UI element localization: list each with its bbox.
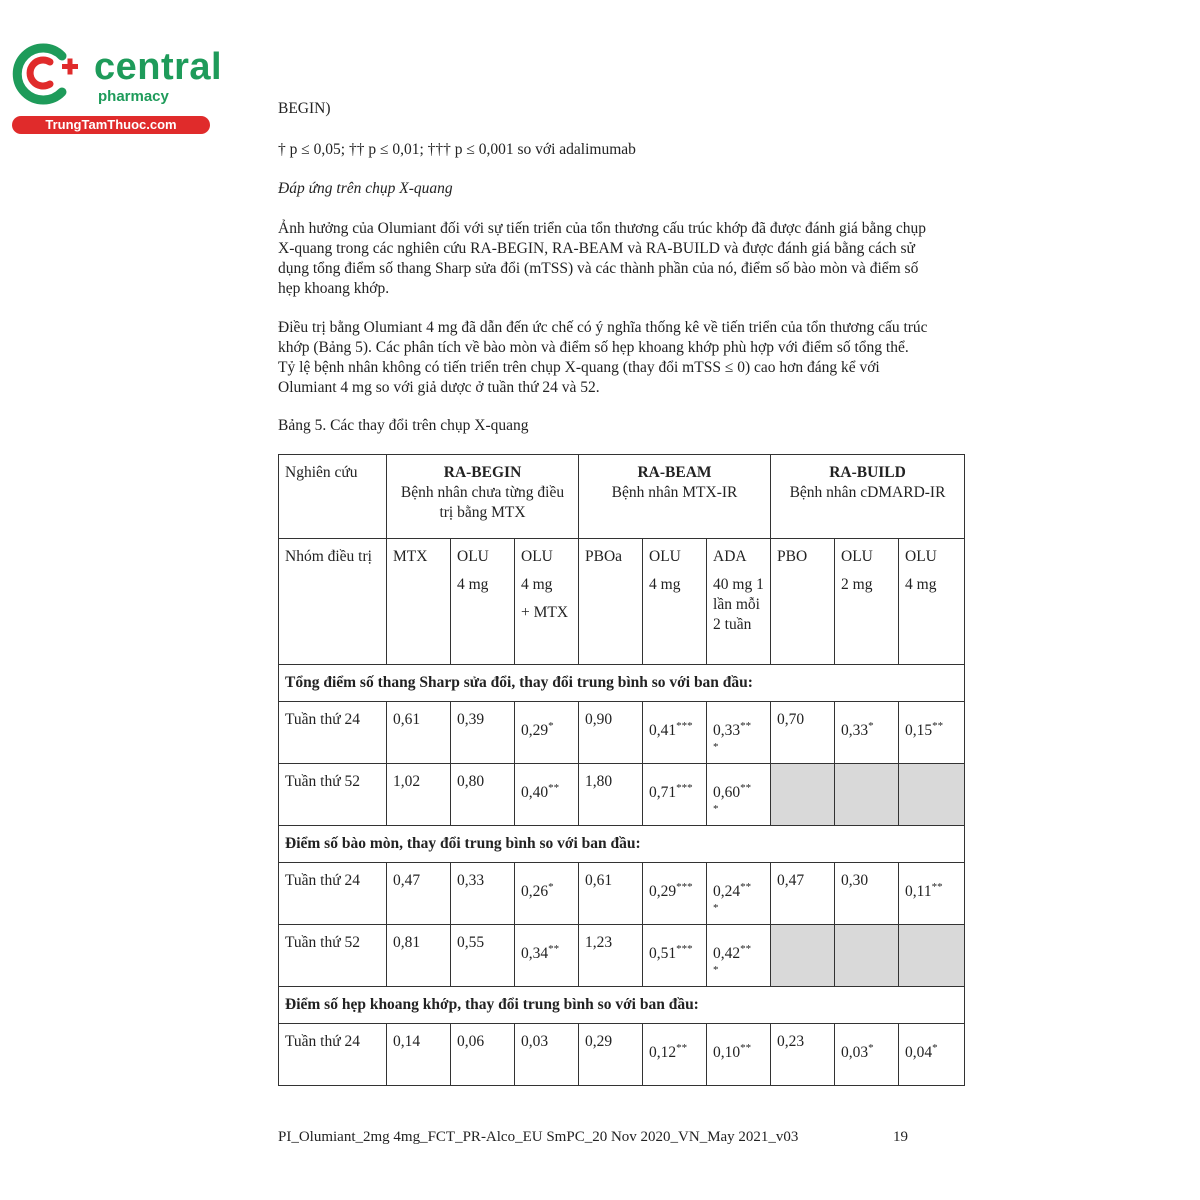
value-cell (835, 702, 899, 764)
shaded-empty-cell (835, 925, 899, 987)
significance-marker: *** (676, 881, 693, 893)
arm-line: 40 mg 1 lần mỗi 2 tuần (713, 576, 764, 633)
shaded-empty-cell (899, 764, 965, 826)
arm-line: 2 mg (841, 576, 873, 593)
significance-marker: ** (548, 943, 560, 955)
study-ra-beam (579, 455, 771, 539)
value-cell (643, 764, 707, 826)
shaded-empty-cell (771, 764, 835, 826)
cell-value: 0,90 (585, 711, 613, 728)
cell-value: 0,03 (841, 1044, 869, 1062)
value-cell (643, 863, 707, 925)
significance-marker-wrap: * (713, 902, 719, 915)
significance-marker: ** (740, 881, 752, 893)
value-cell (579, 764, 643, 826)
cell-value: 0,42 (713, 945, 741, 963)
cell-value: 0,14 (393, 1033, 421, 1050)
value-cell (451, 764, 515, 826)
footer-doc-id: PI_Olumiant_2mg 4mg_FCT_PR-Alco_EU SmPC_20 Nov 2020_VN_May 2021_v03 (278, 1129, 799, 1145)
arm-line: + MTX (521, 604, 569, 621)
significance-marker: * (868, 720, 874, 732)
treatment-arm-cell (899, 539, 965, 665)
arm-line: OLU (649, 548, 681, 565)
cell-value: 0,12 (649, 1044, 677, 1062)
value-cell (387, 1024, 451, 1086)
cell-value: 1,02 (393, 773, 421, 790)
value-cell (387, 702, 451, 764)
study-ra-build (771, 455, 965, 539)
value-cell (579, 702, 643, 764)
value-cell (451, 702, 515, 764)
pharmacy-logo-icon (10, 40, 82, 106)
row-label: Tuần thứ 24 (279, 1024, 387, 1086)
arm-line: OLU (905, 548, 937, 565)
section-heading: Đáp ứng trên chụp X-quang (278, 180, 453, 197)
cell-value: 0,30 (841, 872, 869, 889)
value-cell (515, 1024, 579, 1086)
paragraph-1: Ảnh hưởng của Olumiant đối với sự tiến triển của tổn thương cấu trúc khớp đã được đánh giá bằng chụp X-quang trong các nghiên cứu RA-BEGIN, RA-BEAM và RA-BUILD và được đánh giá bằng cách sử dụng tổng điểm số thang Sharp sửa đổi (mTSS) và các thành phần của nó, điểm số bào mòn và điểm số hẹp khoang khớp. (278, 220, 926, 297)
cell-value: 0,55 (457, 934, 485, 951)
value-cell (707, 925, 771, 987)
study-name: RA-BEAM (637, 464, 712, 481)
study-population: Bệnh nhân cDMARD-IR (789, 484, 946, 501)
value-cell (387, 863, 451, 925)
significance-marker: *** (676, 943, 693, 955)
cell-value: 0,60 (713, 784, 741, 802)
value-cell (643, 925, 707, 987)
value-cell (451, 863, 515, 925)
arm-line: OLU (521, 548, 553, 565)
significance-marker: *** (676, 720, 693, 732)
significance-marker: ** (740, 1042, 752, 1054)
cell-value: 1,23 (585, 934, 613, 951)
study-population: Bệnh nhân chưa từng điều trị bằng MTX (400, 484, 565, 521)
page-number: 19 (893, 1129, 908, 1145)
cell-value: 0,41 (649, 722, 677, 740)
treatment-arm-cell (707, 539, 771, 665)
arm-line: ADA (713, 548, 747, 565)
significance-marker: ** (932, 720, 944, 732)
study-name: RA-BUILD (829, 464, 906, 481)
section-title: Tổng điểm số thang Sharp sửa đổi, thay đổi trung bình so với ban đầu: (279, 665, 965, 702)
cell-value: 0,33 (713, 722, 741, 740)
arm-line: 4 mg (905, 576, 937, 593)
cell-value: 0,29 (649, 883, 677, 901)
value-cell (899, 863, 965, 925)
arm-line: OLU (457, 548, 489, 565)
cell-value: 0,29 (521, 722, 549, 740)
study-population: Bệnh nhân MTX-IR (611, 484, 738, 501)
cell-value: 0,81 (393, 934, 421, 951)
value-cell (387, 764, 451, 826)
value-cell (515, 764, 579, 826)
row-label: Tuần thứ 24 (279, 863, 387, 925)
cell-value: 0,23 (777, 1033, 805, 1050)
section-title: Điểm số bào mòn, thay đổi trung bình so với ban đầu: (279, 826, 965, 863)
treatment-arm-cell (387, 539, 451, 665)
study-name: RA-BEGIN (443, 464, 522, 481)
significance-marker: * (868, 1042, 874, 1054)
shaded-empty-cell (835, 764, 899, 826)
cell-value: 0,51 (649, 945, 677, 963)
cell-value: 0,61 (393, 711, 421, 728)
significance-marker: *** (676, 782, 693, 794)
treatment-arm-cell (835, 539, 899, 665)
value-cell (707, 1024, 771, 1086)
shaded-empty-cell (771, 925, 835, 987)
section-header-row (279, 987, 965, 1024)
significance-marker-wrap: * (713, 803, 719, 816)
value-cell (451, 925, 515, 987)
value-cell (771, 702, 835, 764)
cell-value: 0,33 (841, 722, 869, 740)
significance-marker-wrap: * (713, 964, 719, 977)
cell-value: 0,24 (713, 883, 741, 901)
value-cell (835, 1024, 899, 1086)
table-row (279, 1024, 965, 1086)
brand-url[interactable]: TrungTamThuoc.com (12, 116, 210, 134)
cell-value: 1,80 (585, 773, 613, 790)
shaded-empty-cell (899, 925, 965, 987)
cell-value: 0,03 (521, 1033, 549, 1050)
cell-value: 0,47 (393, 872, 421, 889)
cell-value: 0,06 (457, 1033, 485, 1050)
treatment-arm-cell (515, 539, 579, 665)
arm-line: PBO (777, 548, 808, 565)
cell-value: 0,04 (905, 1044, 933, 1062)
study-label: Nghiên cứu (279, 455, 387, 539)
significance-marker: ** (740, 720, 752, 732)
brand-name: central (94, 46, 223, 88)
treatment-arm-cell (643, 539, 707, 665)
significance-marker: ** (931, 881, 943, 893)
significance-marker: ** (676, 1042, 688, 1054)
arm-line: 4 mg (649, 576, 681, 593)
study-ra-begin (387, 455, 579, 539)
value-cell (707, 764, 771, 826)
cell-value: 0,33 (457, 872, 485, 889)
table-caption: Bảng 5. Các thay đổi trên chụp X-quang (278, 417, 529, 434)
significance-marker: ** (740, 782, 752, 794)
row-label: Tuần thứ 52 (279, 764, 387, 826)
central-pharmacy-logo (10, 38, 223, 138)
cell-value: 0,40 (521, 784, 549, 802)
cell-value: 0,15 (905, 722, 933, 740)
significance-marker: * (932, 1042, 938, 1054)
arm-line: 4 mg (521, 576, 553, 593)
value-cell (643, 702, 707, 764)
cell-value: 0,47 (777, 872, 805, 889)
arm-line: PBOa (585, 548, 623, 565)
text-begin: BEGIN) (278, 100, 331, 117)
value-cell (451, 1024, 515, 1086)
value-cell (899, 1024, 965, 1086)
row-label: Tuần thứ 52 (279, 925, 387, 987)
arm-line: OLU (841, 548, 873, 565)
arm-line: MTX (393, 548, 428, 565)
section-header-row (279, 665, 965, 702)
cell-value: 0,10 (713, 1044, 741, 1062)
value-cell (771, 1024, 835, 1086)
value-cell (707, 863, 771, 925)
treatment-arm-cell (451, 539, 515, 665)
cell-value: 0,80 (457, 773, 485, 790)
cell-value: 0,39 (457, 711, 485, 728)
section-title: Điểm số hẹp khoang khớp, thay đổi trung bình so với ban đầu: (279, 987, 965, 1024)
value-cell (835, 863, 899, 925)
table-row (279, 702, 965, 764)
table-row (279, 925, 965, 987)
value-cell (515, 702, 579, 764)
value-cell (579, 925, 643, 987)
group-label: Nhóm điều trị (279, 539, 387, 665)
cell-value: 0,61 (585, 872, 613, 889)
brand-subtitle: pharmacy (98, 88, 169, 105)
cell-value: 0,71 (649, 784, 677, 802)
cell-value: 0,34 (521, 945, 549, 963)
significance-marker: * (548, 881, 554, 893)
cell-value: 0,11 (905, 883, 932, 901)
pvalue-note: † p ≤ 0,05; †† p ≤ 0,01; ††† p ≤ 0,001 so với adalimumab (278, 141, 636, 158)
paragraph-2: Điều trị bằng Olumiant 4 mg đã dẫn đến ức chế có ý nghĩa thống kê về tiến triển của tổn thương cấu trúc khớp (Bảng 5). Các phân tích về bào mòn và điểm số hẹp khoang khớp phù hợp với điểm số tổng thể. Tỷ lệ bệnh nhân không có tiến triển trên chụp X-quang (thay đổi mTSS ≤ 0) cao hơn đáng kể với Olumiant 4 mg so với giả dược ở tuần thứ 24 và 52. (278, 319, 928, 396)
radiographic-changes-table (278, 454, 965, 1086)
value-cell (515, 925, 579, 987)
treatment-arm-cell (771, 539, 835, 665)
table-row (279, 764, 965, 826)
treatment-group-row (279, 539, 965, 665)
arm-line: 4 mg (457, 576, 489, 593)
value-cell (579, 1024, 643, 1086)
significance-marker: * (548, 720, 554, 732)
value-cell (707, 702, 771, 764)
value-cell (771, 863, 835, 925)
value-cell (899, 702, 965, 764)
section-header-row (279, 826, 965, 863)
significance-marker: ** (740, 943, 752, 955)
row-label: Tuần thứ 24 (279, 702, 387, 764)
treatment-arm-cell (579, 539, 643, 665)
cell-value: 0,70 (777, 711, 805, 728)
table-row (279, 863, 965, 925)
value-cell (387, 925, 451, 987)
value-cell (515, 863, 579, 925)
significance-marker-wrap: * (713, 741, 719, 754)
study-header-row (279, 455, 965, 539)
value-cell (643, 1024, 707, 1086)
value-cell (579, 863, 643, 925)
significance-marker: ** (548, 782, 560, 794)
cell-value: 0,26 (521, 883, 549, 901)
cell-value: 0,29 (585, 1033, 613, 1050)
